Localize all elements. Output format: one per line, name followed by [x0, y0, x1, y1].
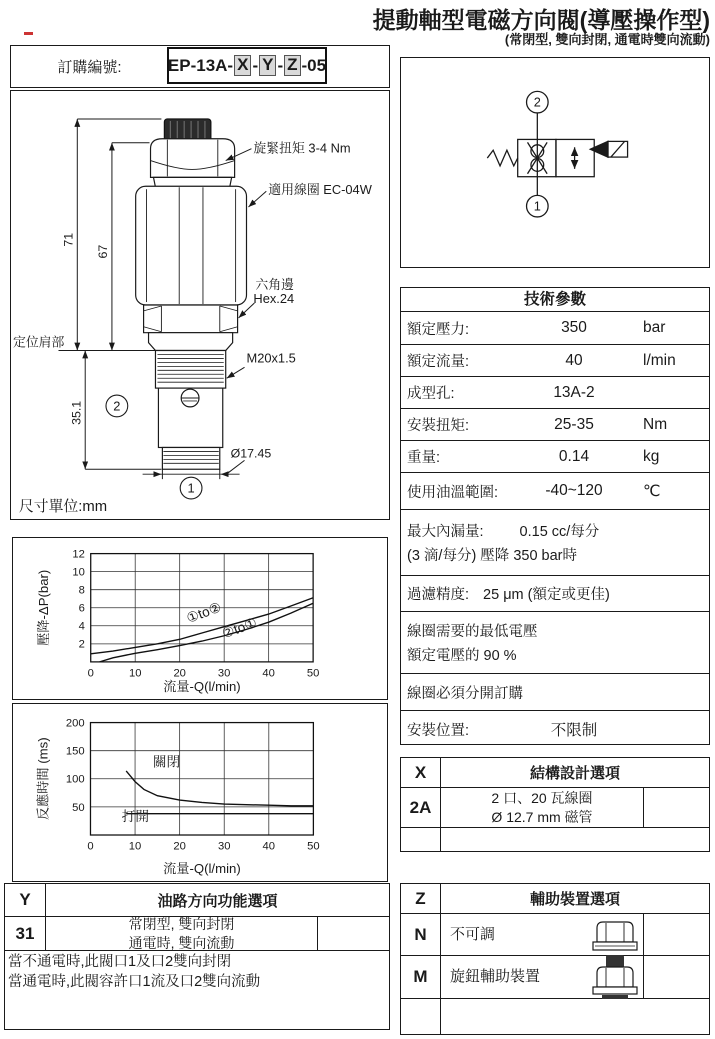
option-row-code: M	[401, 956, 441, 998]
order-code-option-letter: X	[234, 55, 251, 76]
option-row-right-cell	[643, 788, 709, 827]
tech-params-rows	[401, 312, 709, 745]
option-row-line: 通電時, 雙向流動	[128, 934, 235, 951]
option-row-code: N	[401, 914, 441, 955]
y-options-panel	[4, 883, 390, 1030]
tech-row-label: 最大內漏量:	[407, 524, 484, 540]
option-table-title: 油路方向功能選項	[157, 892, 278, 910]
option-row-label: 旋鈕輔助裝置	[450, 968, 541, 986]
hydraulic-symbol-panel	[400, 57, 710, 268]
curve-label: 關閉	[152, 754, 181, 770]
order-code-text: -	[252, 55, 259, 75]
order-number-label: 訂購編號:	[57, 59, 122, 76]
tech-row-label: 額定流量:	[407, 354, 470, 370]
tech-row-unit: ℃	[643, 482, 661, 500]
option-row-line: Ø 12.7 mm 磁管	[491, 808, 593, 825]
option-footer-line: 當通電時,此閥容許口1流及口2雙向流動	[8, 974, 261, 991]
x-tick-label: 20	[173, 667, 186, 680]
y-tick-label: 6	[78, 602, 85, 615]
option-row-content	[441, 956, 643, 998]
hex-knob-icon	[590, 954, 640, 1001]
option-row-right-cell	[317, 917, 389, 950]
option-row-code: 31	[5, 917, 46, 950]
tech-row-line: 額定電壓的 90 %	[407, 648, 517, 664]
tech-row-value: 40	[565, 351, 583, 369]
tech-row-line	[407, 583, 709, 604]
x-tick-label: 50	[306, 667, 320, 680]
option-table-header	[401, 758, 709, 788]
tech-row-label: 重量:	[407, 450, 441, 466]
symbol-port-1-label: 1	[533, 198, 541, 214]
option-table-filler	[401, 999, 709, 1034]
dim-67: 67	[95, 244, 110, 259]
tech-row	[401, 345, 709, 377]
option-footer-line: 當不通電時,此閥口1及口2雙向封閉	[8, 954, 232, 970]
hex-label-2: Hex.24	[253, 291, 295, 307]
y-tick-label: 100	[65, 773, 85, 786]
response-time-chart-panel	[12, 703, 388, 882]
tech-row-value: 0.15 cc/每分	[519, 524, 600, 540]
y-axis-label: 壓降-ΔP(bar)	[35, 569, 51, 646]
tech-row-unit: Nm	[643, 415, 668, 433]
x-tick-label: 10	[128, 840, 142, 853]
x-tick-label: 0	[87, 840, 94, 853]
option-row-right-cell	[643, 956, 709, 998]
x-tick-label: 30	[217, 667, 231, 680]
tech-row-label: 額定壓力:	[407, 321, 470, 338]
coil-label: 適用線圈 EC-04W	[268, 182, 372, 198]
x-tick-label: 20	[173, 840, 186, 853]
option-row-right-cell	[643, 914, 709, 955]
port-2-label: 2	[113, 398, 121, 414]
y-tick-label: 4	[78, 620, 85, 633]
x-tick-label: 30	[217, 840, 231, 853]
x-axis-label: 流量-Q(l/min)	[163, 861, 241, 877]
page-subtitle: (常閉型, 雙向封閉, 通電時雙向流動)	[504, 32, 710, 47]
y-tick-label: 150	[65, 745, 85, 758]
order-code	[167, 47, 327, 84]
y-tick-label: 2	[78, 638, 85, 651]
y-tick-label: 200	[65, 717, 85, 730]
option-row	[401, 914, 709, 956]
option-row	[5, 917, 389, 951]
option-row-content	[441, 788, 643, 827]
dim-35-1: 35.1	[69, 400, 84, 425]
hex-plug-icon	[590, 919, 640, 951]
x-tick-label: 0	[87, 667, 94, 680]
tech-row-label: 安裝扭矩:	[407, 418, 470, 434]
option-row-line: 2 口、20 瓦線圈	[491, 790, 593, 807]
order-code-option-letter: Z	[284, 55, 300, 76]
option-table-header	[401, 884, 709, 914]
tech-row-value: 25 μm (額定或更佳)	[483, 587, 610, 603]
y-tick-label: 10	[72, 566, 85, 579]
tech-row	[401, 711, 709, 745]
order-code-text: -	[277, 55, 284, 75]
tech-row-label: 過濾精度:	[407, 587, 470, 603]
tech-row	[401, 612, 709, 674]
x-axis-label: 流量-Q(l/min)	[163, 679, 241, 695]
tech-row-value: 350	[561, 319, 587, 336]
option-table-filler	[5, 994, 389, 1029]
option-row	[401, 956, 709, 999]
tech-row	[401, 409, 709, 441]
tech-row	[401, 510, 709, 576]
solenoid-triangle	[590, 141, 608, 157]
option-filler-letter-cell	[401, 999, 441, 1034]
shoulder-label: 定位肩部	[12, 334, 65, 350]
tech-row-value: 0.14	[558, 447, 590, 465]
response-time-chart	[13, 704, 385, 879]
option-row-line: 常閉型, 雙向封閉	[128, 916, 235, 933]
tech-row	[401, 576, 709, 612]
tech-row-line: (3 滴/每分) 壓降 350 bar時	[407, 548, 578, 564]
option-table-header	[5, 884, 389, 917]
tech-row	[401, 441, 709, 473]
valve-drawing	[11, 91, 387, 517]
pressure-drop-chart	[13, 538, 385, 697]
x-tick-label: 50	[307, 840, 320, 853]
tech-row-label: 使用油溫範圍:	[407, 484, 499, 501]
curve-label: 打開	[121, 808, 150, 824]
option-filler-letter-cell	[401, 828, 441, 851]
tech-row	[401, 312, 709, 345]
valve-body-outline	[136, 119, 247, 469]
symbol-port-2-label: 2	[533, 94, 541, 110]
hydraulic-symbol	[401, 58, 707, 265]
y-axis-label: 反應時間 (ms)	[35, 737, 51, 821]
option-table-letter: Y	[5, 884, 46, 916]
curve-label: ①to②	[184, 599, 224, 626]
order-code-option-letter: Y	[259, 55, 276, 76]
option-table-letter: X	[401, 758, 441, 787]
option-table-footer	[5, 951, 389, 994]
option-row-content	[441, 914, 643, 955]
red-mark	[24, 32, 33, 35]
option-row-code: 2A	[401, 788, 441, 827]
tech-row	[401, 473, 709, 510]
option-table-filler	[401, 828, 709, 851]
hex-label-1: 六角邊	[255, 277, 294, 293]
x-tick-label: 10	[128, 667, 142, 680]
tech-row-unit: l/min	[643, 351, 676, 369]
option-table-title: 輔助裝置選項	[529, 891, 620, 908]
option-table-title: 結構設計選項	[529, 765, 620, 782]
order-number-box	[10, 45, 390, 88]
option-row-content	[46, 917, 317, 950]
tech-row-unit: bar	[643, 319, 666, 336]
port-1-label: 1	[187, 480, 195, 496]
tech-row-line: 線圈需要的最低電壓	[407, 624, 538, 640]
tech-row-line: 線圈必須分開訂購	[407, 685, 523, 702]
pressure-drop-chart-panel	[12, 537, 388, 700]
tech-row	[401, 377, 709, 409]
x-tick-label: 40	[262, 840, 276, 853]
dim-71: 71	[61, 232, 76, 247]
thread-label: M20x1.5	[246, 350, 296, 366]
option-table-letter: Z	[401, 884, 441, 913]
diameter-label: Ø17.45	[230, 446, 272, 461]
z-options-panel	[400, 883, 710, 1035]
tech-params-panel	[400, 287, 710, 745]
tech-row-value: 25-35	[554, 415, 594, 433]
y-tick-label: 12	[72, 548, 85, 561]
tech-row-value: 13A-2	[553, 383, 595, 401]
option-row-label: 不可調	[450, 925, 496, 943]
tech-row-unit: kg	[643, 447, 660, 465]
torque-label: 旋緊扭矩 3-4 Nm	[253, 140, 351, 156]
y-tick-label: 8	[78, 584, 85, 597]
unit-note: 尺寸單位:mm	[18, 498, 108, 515]
x-tick-label: 40	[262, 667, 275, 680]
order-code-text: -05	[301, 55, 327, 75]
order-code-text: EP-13A-	[167, 55, 234, 75]
tech-row-label: 安裝位置:	[407, 722, 470, 739]
y-tick-label: 50	[72, 801, 85, 814]
tech-row	[401, 674, 709, 711]
option-row	[401, 788, 709, 828]
tech-row-label: 成型孔:	[407, 386, 455, 402]
curve-label: ②to①	[220, 614, 259, 642]
spring-symbol	[487, 150, 517, 166]
tech-params-title: 技術參數	[401, 288, 709, 312]
tech-row-value: 不限制	[550, 722, 598, 739]
chart-curve	[126, 771, 313, 806]
x-options-panel	[400, 757, 710, 852]
tech-row-value: -40~120	[545, 482, 603, 499]
tech-row-line	[407, 520, 709, 541]
valve-drawing-panel	[10, 90, 390, 520]
page-title: 提動軸型電磁方向閥(導壓操作型)	[372, 7, 710, 33]
